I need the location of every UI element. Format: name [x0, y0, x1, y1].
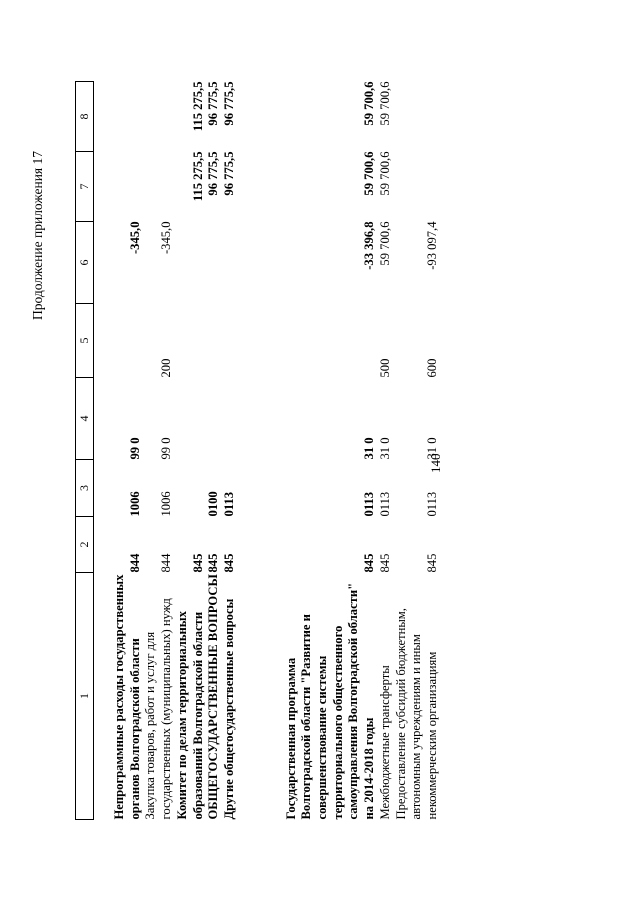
- cell-amount-7: 96 775,5: [221, 151, 236, 196]
- table-header-row: [76, 82, 94, 820]
- cell-amount-7: 115 275,5: [190, 151, 205, 202]
- column-header-6: 6: [76, 222, 94, 304]
- cell-ministry: 845: [362, 553, 377, 573]
- cell-amount-7: [112, 152, 143, 222]
- cell-expense-type: 600: [424, 358, 439, 378]
- cell-ministry: 844: [159, 553, 174, 573]
- column-header-1: 1: [76, 573, 94, 820]
- budget-table: [75, 81, 441, 820]
- cell-ministry: 844: [127, 553, 142, 573]
- table-row: [222, 82, 238, 820]
- cell-amount-6: -33 396,8: [362, 221, 377, 270]
- cell-section: 1006: [159, 491, 174, 517]
- cell-section: [175, 460, 206, 517]
- table-row: [206, 82, 222, 820]
- cell-amount-8: 96 775,5: [206, 81, 221, 126]
- cell-expense-type: [222, 304, 238, 378]
- column-header-4: 4: [76, 378, 94, 460]
- cell-target: 31 0: [362, 437, 377, 460]
- row-name: Предоставление субсидий бюджетным, автономным учреждениям и иным некоммерческим организациям: [393, 608, 439, 820]
- table-row: [175, 82, 206, 820]
- cell-target: 99 0: [127, 437, 142, 460]
- table-row: [378, 82, 394, 820]
- cell-amount-7: 96 775,5: [206, 151, 221, 196]
- column-header-8: 8: [76, 82, 94, 152]
- cell-section: 0113: [362, 492, 377, 517]
- cell-expense-type: [206, 304, 222, 378]
- cell-amount-8: [143, 82, 174, 152]
- cell-target: 99 0: [159, 437, 174, 460]
- cell-expense-type: 500: [377, 358, 392, 378]
- cell-ministry: 845: [377, 553, 392, 573]
- cell-amount-7: [143, 152, 174, 222]
- cell-amount-8: [394, 82, 441, 152]
- cell-amount-6: 59 700,6: [377, 221, 392, 266]
- cell-expense-type: [112, 304, 143, 378]
- cell-amount-8: 96 775,5: [221, 81, 236, 126]
- row-name: Государственная программа Волгоградской области "Развитие и совершенствование системы территориального общественного самоуправления Волгоградской области" на 2014-2018 годы: [283, 582, 377, 820]
- cell-ministry: 845: [206, 553, 221, 573]
- cell-amount-8: 115 275,5: [190, 81, 205, 132]
- cell-section: 1006: [127, 491, 142, 517]
- cell-amount-6: [175, 222, 206, 304]
- cell-amount-6: -345,0: [127, 221, 142, 255]
- cell-expense-type: 200: [159, 358, 174, 378]
- row-name: Другие общегосударственные вопросы: [221, 598, 236, 820]
- cell-section: 0100: [206, 491, 221, 517]
- cell-section: 0113: [221, 492, 236, 517]
- cell-ministry: 845: [424, 553, 439, 573]
- appendix-title: Продолжение приложения 17: [30, 150, 45, 320]
- cell-amount-6: -93 097,4: [424, 221, 439, 270]
- row-name: Межбюджетные трансферты: [377, 665, 392, 820]
- cell-expense-type: [175, 304, 206, 378]
- cell-target: [222, 378, 238, 460]
- column-header-5: 5: [76, 304, 94, 378]
- cell-amount-7: 59 700,6: [362, 151, 377, 196]
- cell-amount-6: -345,0: [159, 221, 174, 255]
- cell-target: 31 0: [424, 437, 439, 460]
- row-name: ОБЩЕГОСУДАРСТВЕННЫЕ ВОПРОСЫ: [206, 574, 221, 820]
- cell-target: 31 0: [377, 437, 392, 460]
- table-row: [394, 82, 441, 820]
- row-name: Комитет по делам территориальных образований Волгоградской области: [174, 611, 205, 820]
- cell-amount-7: 59 700,6: [377, 151, 392, 196]
- cell-amount-8: 59 700,6: [377, 81, 392, 126]
- cell-amount-6: [206, 222, 222, 304]
- cell-target: [175, 378, 206, 460]
- cell-amount-6: [222, 222, 238, 304]
- page-number: 140: [428, 453, 443, 473]
- cell-expense-type: [284, 304, 378, 378]
- cell-amount-8: 59 700,6: [362, 81, 377, 126]
- cell-section: 0113: [377, 491, 392, 517]
- cell-amount-7: [394, 152, 441, 222]
- table-row: [143, 82, 174, 820]
- row-name: Закупка товаров, работ и услуг для государственных (муниципальных) нужд: [143, 598, 174, 820]
- cell-section: 0113: [424, 491, 439, 517]
- table-row: [284, 82, 378, 820]
- cell-target: [206, 378, 222, 460]
- column-header-3: 3: [76, 460, 94, 517]
- column-header-7: 7: [76, 152, 94, 222]
- cell-ministry: 845: [190, 553, 205, 573]
- row-name: Непрограммные расходы государственных органов Волгоградской области: [112, 574, 142, 820]
- cell-amount-8: [112, 82, 143, 152]
- cell-ministry: 845: [221, 553, 236, 573]
- column-header-2: 2: [76, 517, 94, 573]
- table-row: [112, 82, 143, 820]
